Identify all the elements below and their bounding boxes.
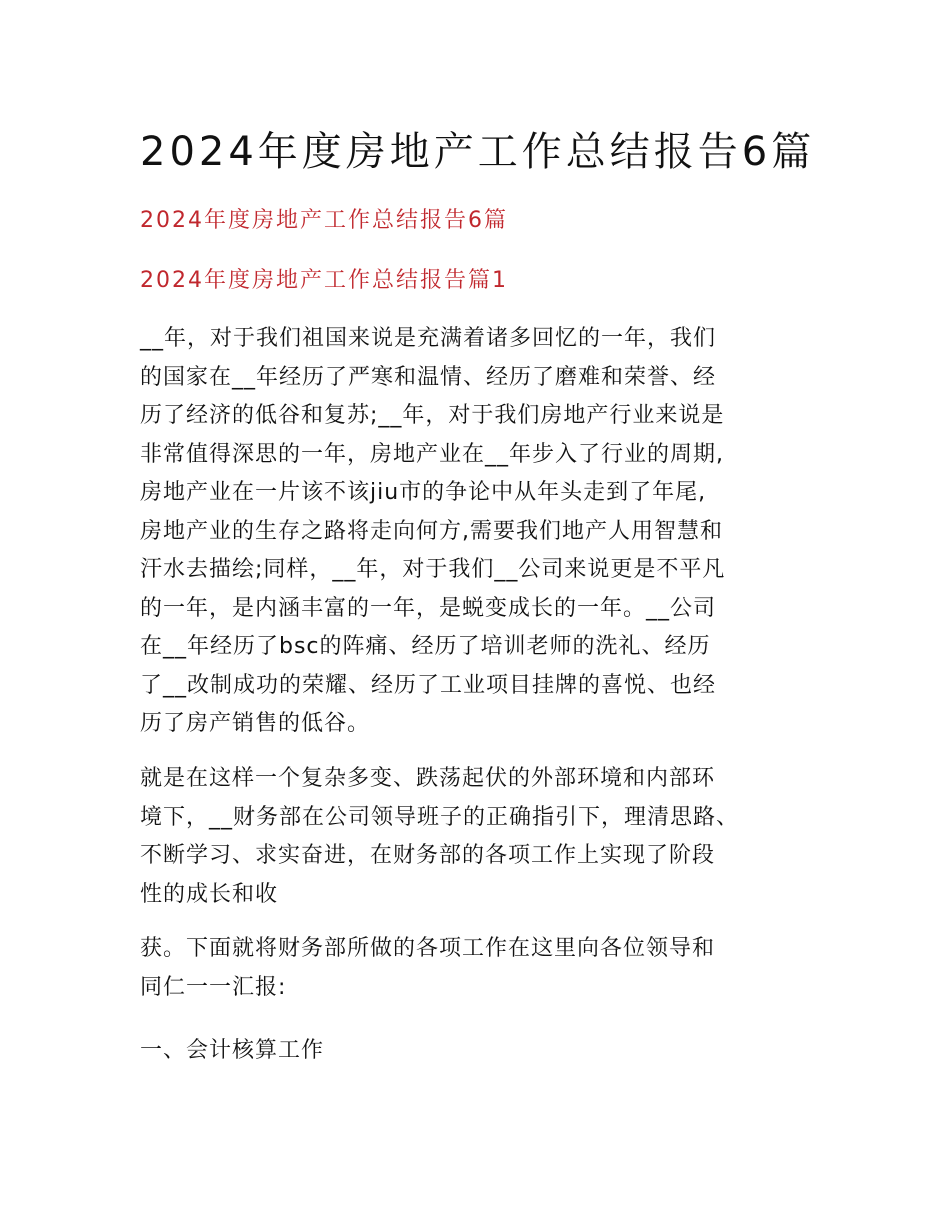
text-line: 历了经济的低谷和复苏;__年，对于我们房地产行业来说是: [140, 403, 725, 428]
paragraph-context: [140, 760, 820, 914]
text-line: 就是在这样一个复杂多变、跌荡起伏的外部环境和内部环: [140, 766, 716, 791]
text-line: 的一年，是内涵丰富的一年，是蜕变成长的一年。__公司: [140, 595, 717, 621]
text-line: 房地产业在一片该不该jiu市的争论中从年头走到了年尾,: [140, 480, 707, 505]
text-line: 不断学习、求实奋进，在财务部的各项工作上实现了阶段: [140, 843, 716, 868]
text-line: 汗水去描绘;同样，__年，对于我们__公司来说更是不平凡: [140, 557, 726, 582]
text-line: 历了房产销售的低谷。: [140, 711, 371, 736]
text-line: __年，对于我们祖国来说是充满着诸多回忆的一年，我们: [140, 326, 717, 351]
text-line: 同仁一一汇报:: [140, 974, 287, 1000]
text-line: 了__改制成功的荣耀、经历了工业项目挂牌的喜悦、也经: [140, 672, 717, 698]
text-line: 在__年经历了bsc的阵痛、经历了培训老师的洗礼、经历: [140, 634, 711, 659]
section-heading: [140, 1032, 820, 1071]
paragraph-report-intro: [140, 930, 820, 1007]
subheading-series-title: 2024年度房地产工作总结报告6篇: [140, 208, 508, 233]
text-line: 的国家在__年经历了严寒和温情、经历了磨难和荣誉、经: [140, 364, 717, 390]
subheading-article-title: 2024年度房地产工作总结报告篇1: [140, 268, 508, 293]
document-title: 2024年度房地产工作总结报告6篇: [140, 129, 816, 175]
text-line: 房地产业的生存之路将走向何方,需要我们地产人用智慧和: [140, 518, 723, 544]
text-line: 性的成长和收: [140, 881, 279, 907]
section-heading-text: 一、会计核算工作: [140, 1038, 325, 1063]
text-line: 非常值得深思的一年，房地产业在__年步入了行业的周期,: [140, 441, 724, 467]
text-line: 获。下面就将财务部所做的各项工作在这里向各位领导和: [140, 936, 716, 961]
paragraph-intro: [140, 320, 820, 744]
text-line: 境下，__财务部在公司领导班子的正确指引下，理清思路、: [140, 804, 740, 830]
